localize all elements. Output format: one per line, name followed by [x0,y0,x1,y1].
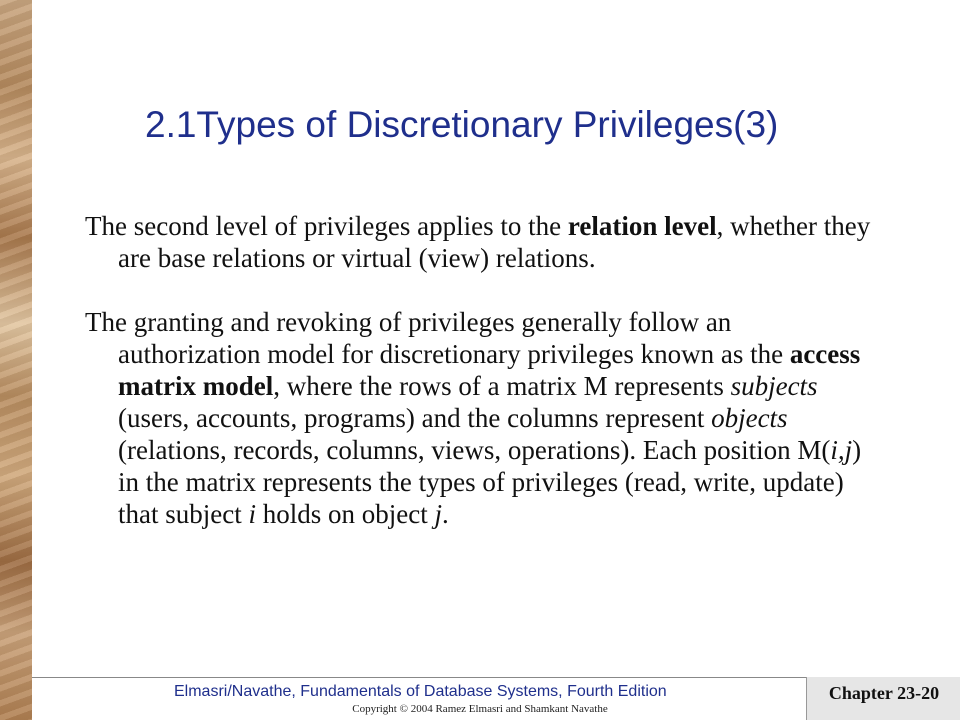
decorative-side-image [0,0,32,720]
text-segment: The second level of privileges applies to the [85,211,568,241]
text-segment-bold: relation level [567,211,717,241]
text-segment-italic: subjects [730,371,818,401]
chapter-label: Chapter 23-20 [828,683,940,703]
text-segment: The granting and revoking of privileges generally follow an authorization model for discretionary privileges known as the [85,307,790,369]
text-segment: . [441,499,449,529]
slide-body [85,210,875,562]
text-segment: (relations, records, columns, views, operations). Each position M( [118,435,831,465]
text-segment-italic: j [434,499,442,529]
footer-book-title: Elmasri/Navathe, Fundamentals of Database Systems, Fourth Edition [174,683,667,700]
footer-copyright: Copyright © 2004 Ramez Elmasri and Shamkant Navathe [352,703,608,715]
text-segment: , where the rows of a matrix M represents [273,371,731,401]
paragraph-relation-level [85,210,875,274]
slide-title: 2.1Types of Discretionary Privileges(3) [145,104,779,145]
text-segment-italic: objects [711,403,788,433]
paragraph-access-matrix [85,306,875,530]
text-segment-italic: i,j [830,435,853,465]
text-segment: ) in the matrix represents the types of privileges (read, write, update) that subject [118,435,862,529]
text-segment-italic: i [248,499,256,529]
text-segment: holds on object [255,499,435,529]
text-segment: (users, accounts, programs) and the columns represent [118,403,712,433]
text-segment-bold: access matrix model [118,339,861,401]
text-segment: , whether they are base relations or virtual (view) relations. [118,211,871,273]
chapter-box [806,677,960,720]
